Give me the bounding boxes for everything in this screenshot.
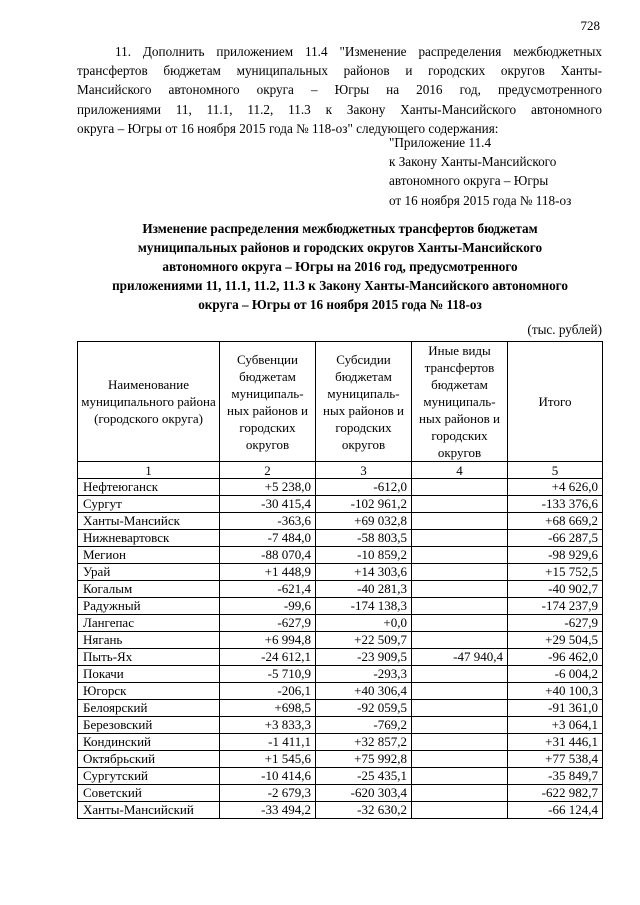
district-name-cell: Радужный [78,598,220,615]
other-transfers-cell [412,751,508,768]
subsidies-cell: -769,2 [316,717,412,734]
table-row [78,598,603,615]
table-row [78,785,603,802]
transfers-table [77,341,603,819]
other-transfers-cell [412,598,508,615]
subsidies-cell: -23 909,5 [316,649,412,666]
other-transfers-cell [412,615,508,632]
other-transfers-cell [412,802,508,819]
other-transfers-cell [412,717,508,734]
total-cell: -622 982,7 [508,785,603,802]
subsidies-cell: -10 859,2 [316,547,412,564]
district-name-cell: Покачи [78,666,220,683]
total-cell: +31 446,1 [508,734,603,751]
amendment-line: приложениями 11, 11.1, 11.2, 11.3 к Закону Ханты-Мансийского автономного [77,101,602,117]
annex-line: от 16 ноября 2015 года № 118-оз [389,192,572,208]
subsidies-cell: -32 630,2 [316,802,412,819]
table-row [78,768,603,785]
table-row [78,496,603,513]
table-row [78,802,603,819]
total-cell: +3 064,1 [508,717,603,734]
annex-reference [389,133,609,210]
table-row [78,615,603,632]
subventions-cell: +698,5 [220,700,316,717]
total-cell: +4 626,0 [508,479,603,496]
district-name-cell: Нижневартовск [78,530,220,547]
table-row [78,530,603,547]
other-transfers-cell [412,683,508,700]
column-header-district: Наименование муниципального района (городского округа) [78,342,220,462]
subventions-cell: -24 612,1 [220,649,316,666]
total-cell: -91 361,0 [508,700,603,717]
other-transfers-cell [412,513,508,530]
subventions-cell: +3 833,3 [220,717,316,734]
subsidies-cell: +69 032,8 [316,513,412,530]
subsidies-cell: -293,3 [316,666,412,683]
subsidies-cell: -25 435,1 [316,768,412,785]
subventions-cell: -30 415,4 [220,496,316,513]
amendment-line: округа – Югры от 16 ноября 2015 года № 118-оз" следующего содержания: [77,120,499,136]
page-number: 728 [580,18,600,33]
amendment-paragraph [77,42,602,138]
other-transfers-cell [412,768,508,785]
subventions-cell: -99,6 [220,598,316,615]
subventions-cell: -627,9 [220,615,316,632]
subventions-cell: -88 070,4 [220,547,316,564]
title-line: Изменение распределения межбюджетных трансфертов бюджетам [142,221,538,236]
district-name-cell: Березовский [78,717,220,734]
subventions-cell: -10 414,6 [220,768,316,785]
total-cell: -6 004,2 [508,666,603,683]
subventions-cell: +6 994,8 [220,632,316,649]
district-name-cell: Сургут [78,496,220,513]
total-cell: -66 287,5 [508,530,603,547]
table-row [78,751,603,768]
annex-line: автономного округа – Югры [389,173,549,189]
subventions-cell: -1 411,1 [220,734,316,751]
amendment-line: 11. Дополнить приложением 11.4 "Изменение распределения межбюджетных [115,44,602,59]
column-header-subsidies: Субсидии бюджетам муниципаль-ных районов и городских округов [316,342,412,462]
subsidies-cell: +32 857,2 [316,734,412,751]
district-name-cell: Советский [78,785,220,802]
subventions-cell: +1 448,9 [220,564,316,581]
column-number: 5 [508,462,603,479]
total-cell: -40 902,7 [508,581,603,598]
column-number: 3 [316,462,412,479]
table-row [78,717,603,734]
district-name-cell: Урай [78,564,220,581]
table-row [78,581,603,598]
district-name-cell: Нефтеюганск [78,479,220,496]
total-cell: +68 669,2 [508,513,603,530]
title-line: муниципальных районов и городских округов Ханты-Мансийского [137,240,543,255]
subsidies-cell: -40 281,3 [316,581,412,598]
total-cell: -174 237,9 [508,598,603,615]
other-transfers-cell [412,564,508,581]
total-cell: -133 376,6 [508,496,603,513]
total-cell: -627,9 [508,615,603,632]
other-transfers-cell [412,700,508,717]
subsidies-cell: -58 803,5 [316,530,412,547]
other-transfers-cell: -47 940,4 [412,649,508,666]
column-number: 1 [78,462,220,479]
table-row [78,649,603,666]
district-name-cell: Мегион [78,547,220,564]
column-number-row [78,462,603,479]
other-transfers-cell [412,496,508,513]
other-transfers-cell [412,666,508,683]
district-name-cell: Лангепас [78,615,220,632]
subventions-cell: -5 710,9 [220,666,316,683]
subventions-cell: -363,6 [220,513,316,530]
table-row [78,513,603,530]
other-transfers-cell [412,479,508,496]
table-row [78,666,603,683]
table-row [78,479,603,496]
total-cell: +40 100,3 [508,683,603,700]
district-name-cell: Пыть-Ях [78,649,220,666]
total-cell: -98 929,6 [508,547,603,564]
district-name-cell: Югорск [78,683,220,700]
other-transfers-cell [412,632,508,649]
total-cell: +77 538,4 [508,751,603,768]
table-row [78,700,603,717]
table-row [78,632,603,649]
document-title [70,219,610,314]
district-name-cell: Когалым [78,581,220,598]
subventions-cell: -33 494,2 [220,802,316,819]
table-body [78,479,603,819]
total-cell: -96 462,0 [508,649,603,666]
subsidies-cell: +40 306,4 [316,683,412,700]
other-transfers-cell [412,581,508,598]
subsidies-cell: -174 138,3 [316,598,412,615]
title-line: автономного округа – Югры на 2016 год, предусмотренного [162,259,518,274]
annex-line: "Приложение 11.4 [389,135,492,150]
subsidies-cell: -92 059,5 [316,700,412,717]
subventions-cell: -206,1 [220,683,316,700]
table-row [78,683,603,700]
table-row [78,547,603,564]
units-label: (тыс. рублей) [527,322,602,337]
column-number: 2 [220,462,316,479]
subsidies-cell: +22 509,7 [316,632,412,649]
subsidies-cell: +14 303,6 [316,564,412,581]
total-cell: -35 849,7 [508,768,603,785]
district-name-cell: Кондинский [78,734,220,751]
other-transfers-cell [412,734,508,751]
column-header-total: Итого [508,342,603,462]
subventions-cell: -7 484,0 [220,530,316,547]
title-line: приложениями 11, 11.1, 11.2, 11.3 к Закону Ханты-Мансийского автономного [112,278,568,293]
column-header-subventions: Субвенции бюджетам муниципаль-ных районов и городских округов [220,342,316,462]
table-row [78,734,603,751]
district-name-cell: Белоярский [78,700,220,717]
district-name-cell: Нягань [78,632,220,649]
table-header-row [78,342,603,462]
subsidies-cell: -612,0 [316,479,412,496]
total-cell: -66 124,4 [508,802,603,819]
title-line: округа – Югры от 16 ноября 2015 года № 118-оз [198,297,482,312]
subventions-cell: +5 238,0 [220,479,316,496]
annex-line: к Закону Ханты-Мансийского [389,154,557,170]
subsidies-cell: +75 992,8 [316,751,412,768]
district-name-cell: Ханты-Мансийск [78,513,220,530]
column-number: 4 [412,462,508,479]
district-name-cell: Сургутский [78,768,220,785]
table-row [78,564,603,581]
total-cell: +15 752,5 [508,564,603,581]
amendment-line: трансфертов бюджетам муниципальных районов и городских округов Ханты- [77,63,602,79]
subventions-cell: -2 679,3 [220,785,316,802]
district-name-cell: Ханты-Мансийский [78,802,220,819]
district-name-cell: Октябрьский [78,751,220,768]
amendment-line: Мансийского автономного округа – Югры на 2016 год, предусмотренного [77,82,602,98]
other-transfers-cell [412,530,508,547]
subsidies-cell: -102 961,2 [316,496,412,513]
subventions-cell: +1 545,6 [220,751,316,768]
total-cell: +29 504,5 [508,632,603,649]
subsidies-cell: +0,0 [316,615,412,632]
subventions-cell: -621,4 [220,581,316,598]
other-transfers-cell [412,547,508,564]
subsidies-cell: -620 303,4 [316,785,412,802]
column-header-other-transfers: Иные виды трансфертов бюджетам муниципаль-ных районов и городских округов [412,342,508,462]
other-transfers-cell [412,785,508,802]
